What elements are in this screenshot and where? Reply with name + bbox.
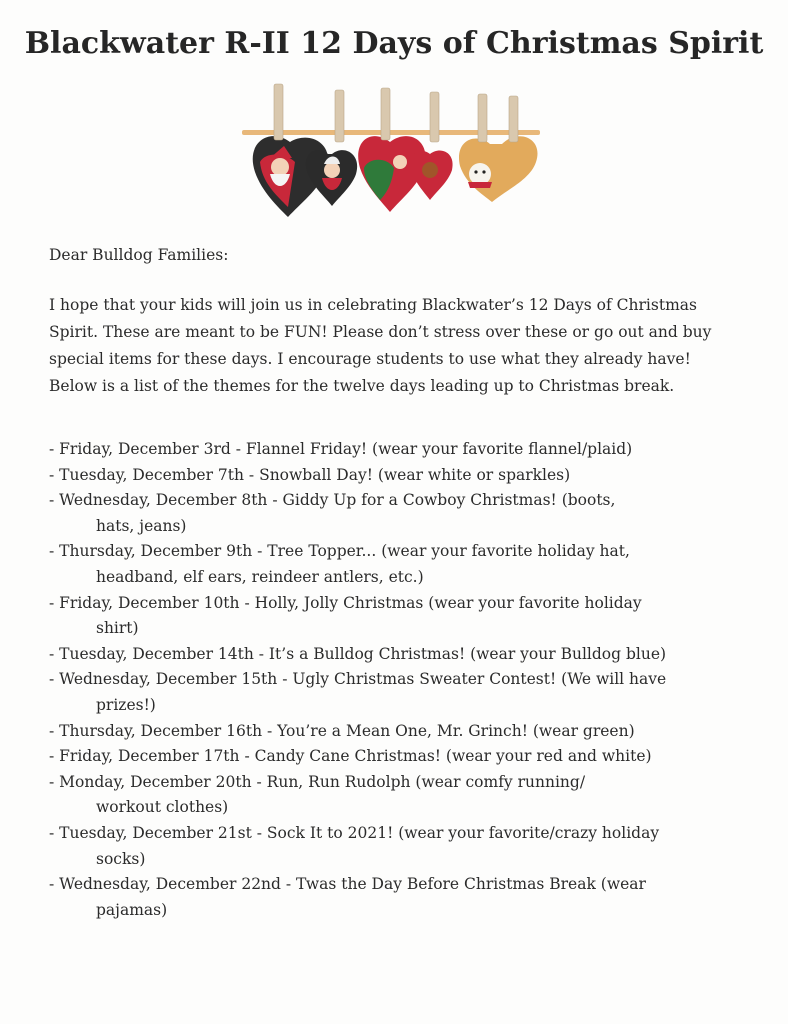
list-item-continuation: headband, elf ears, reindeer antlers, etc.) <box>96 567 424 586</box>
list-item <box>49 872 769 923</box>
list-item-text: - Tuesday, December 14th - It’s a Bulldog Christmas! (wear your Bulldog blue) <box>49 644 667 663</box>
list-item <box>49 770 769 821</box>
list-item-continuation: shirt) <box>96 619 139 638</box>
list-item-text: - Wednesday, December 8th - Giddy Up for a Cowboy Christmas! (boots, <box>49 491 616 510</box>
list-item-text: - Friday, December 10th - Holly, Jolly Christmas (wear your favorite holiday <box>49 593 642 612</box>
list-item-continuation: pajamas) <box>96 900 168 919</box>
list-item-text: - Wednesday, December 15th - Ugly Christmas Sweater Contest! (We will have <box>49 670 667 689</box>
list-item <box>49 463 769 489</box>
list-item-text: - Friday, December 3rd - Flannel Friday! (wear your favorite flannel/plaid) <box>49 440 633 458</box>
list-item-text: - Thursday, December 16th - You’re a Mean One, Mr. Grinch! (wear green) <box>49 721 635 740</box>
intro-line: Below is a list of the themes for the twelve days leading up to Christmas break. <box>49 377 675 395</box>
list-item <box>49 667 769 718</box>
greeting: Dear Bulldog Families: <box>49 246 229 264</box>
list-item-continuation: hats, jeans) <box>96 516 187 535</box>
list-item <box>49 437 769 463</box>
spirit-days-list <box>49 437 769 923</box>
list-item <box>49 642 769 668</box>
list-item <box>49 821 769 872</box>
intro-line: special items for these days. I encourage students to use what they already have! <box>49 350 691 368</box>
list-item-text: - Tuesday, December 7th - Snowball Day! (wear white or sparkles) <box>49 465 571 484</box>
mrs-claus-heart-ornament <box>306 150 357 206</box>
list-item-continuation: prizes!) <box>96 695 156 714</box>
list-item-text: - Wednesday, December 22nd - Twas the Day Before Christmas Break (wear <box>49 875 646 894</box>
list-item <box>49 744 769 770</box>
list-item-continuation: socks) <box>96 849 146 868</box>
christmas-hearts-banner-image <box>240 82 545 222</box>
list-item <box>49 539 769 590</box>
reindeer-heart-ornament <box>411 151 453 200</box>
intro-line: Spirit. These are meant to be FUN! Please don’t stress over these or go out and buy <box>49 323 712 341</box>
list-item-continuation: workout clothes) <box>96 798 229 817</box>
intro-paragraph <box>49 292 749 400</box>
list-item <box>49 591 769 642</box>
hanging-rod <box>242 130 540 135</box>
list-item-text: - Thursday, December 9th - Tree Topper... (wear your favorite holiday hat, <box>49 542 630 561</box>
page-title: Blackwater R-II 12 Days of Christmas Spirit <box>24 26 764 61</box>
list-item <box>49 719 769 745</box>
polar-bear-heart-ornament <box>459 136 538 202</box>
intro-line: I hope that your kids will join us in celebrating Blackwater’s 12 Days of Christmas <box>49 296 697 314</box>
list-item-text: - Tuesday, December 21st - Sock It to 2021! (wear your favorite/crazy holiday <box>49 823 660 842</box>
list-item-text: - Monday, December 20th - Run, Run Rudolph (wear comfy running/ <box>49 772 586 791</box>
list-item-text: - Friday, December 17th - Candy Cane Christmas! (wear your red and white) <box>49 747 652 766</box>
list-item <box>49 488 769 539</box>
